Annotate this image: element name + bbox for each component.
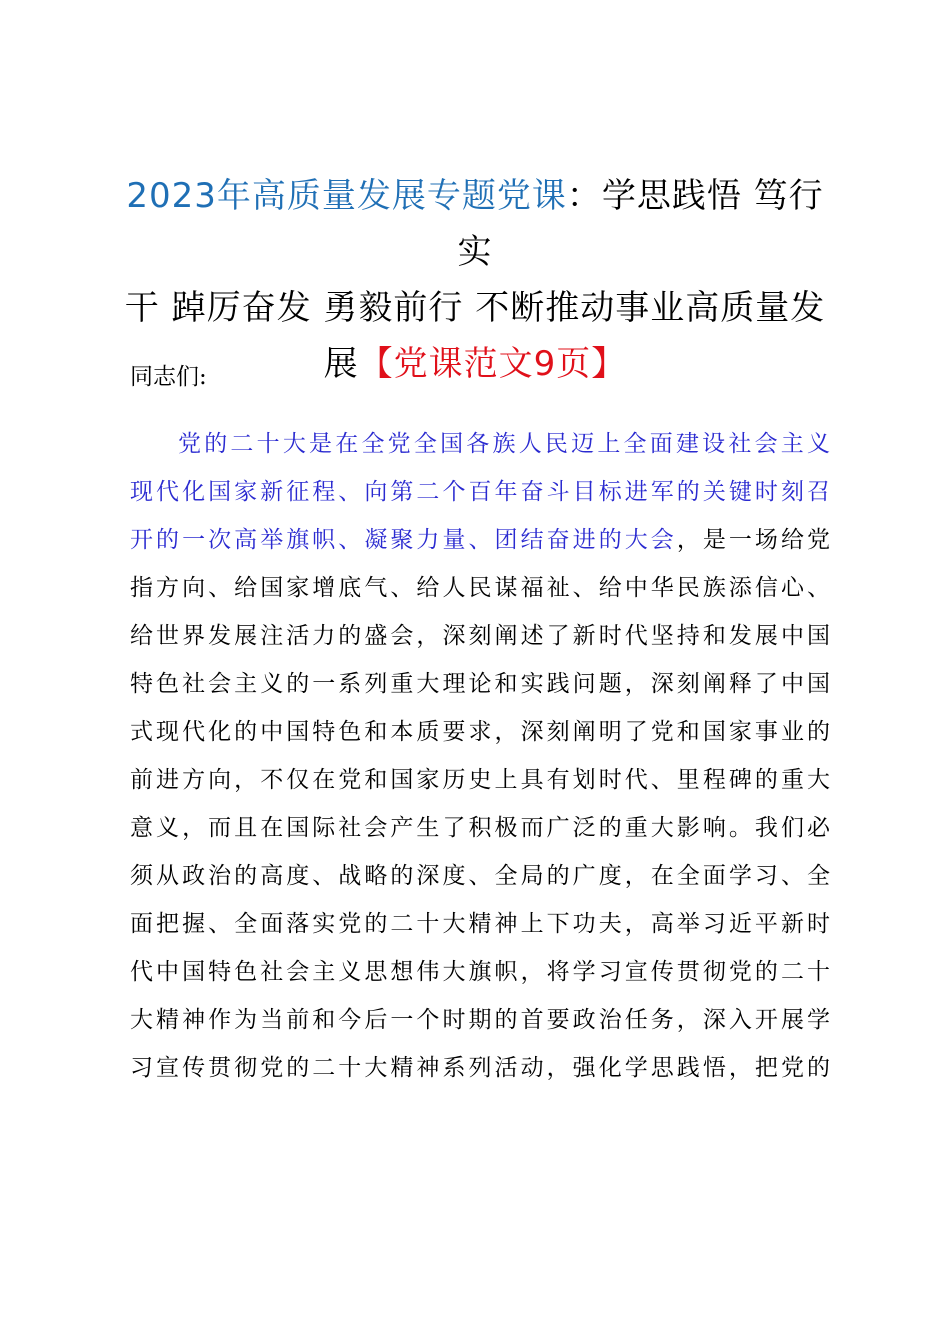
paragraph-line: 须从政治的高度、战略的深度、全局的广度，在全面学习、全 <box>130 863 830 889</box>
title-line-1 <box>120 168 830 280</box>
paragraph-line <box>130 516 830 564</box>
paragraph-line-blue-part: 开的一次高举旗帜、凝聚力量、团结奋进的大会 <box>130 527 677 553</box>
paragraph-line: 习宣传贯彻党的二十大精神系列活动，强化学思践悟，把党的 <box>130 1055 830 1081</box>
paragraph-line: 式现代化的中国特色和本质要求，深刻阐明了党和国家事业的 <box>130 719 830 745</box>
title-line-3-black: 展 <box>323 344 359 384</box>
paragraph-line: 大精神作为当前和今后一个时期的首要政治任务，深入开展学 <box>130 1007 830 1033</box>
paragraph-line: 特色社会主义的一系列重大理论和实践问题，深刻阐释了中国 <box>130 671 830 697</box>
title-black-part: ：学思践悟 笃行实 <box>457 176 824 272</box>
title-line-2: 干 踔厉奋发 勇毅前行 不断推动事业高质量发 <box>124 288 826 328</box>
title-blue-part: 2023年高质量发展专题党课 <box>126 176 567 216</box>
document-title <box>120 168 830 392</box>
paragraph-line: 意义，而且在国际社会产生了积极而广泛的重大影响。我们必 <box>130 815 830 841</box>
paragraph-line-black-part: ，是一场给党 <box>676 527 830 553</box>
paragraph-line: 指方向、给国家增底气、给人民谋福祉、给中华民族添信心、 <box>130 575 830 601</box>
paragraph-line: 现代化国家新征程、向第二个百年奋斗目标进军的关键时刻召 <box>130 479 830 505</box>
title-line-3 <box>120 336 830 392</box>
paragraph-line: 前进方向，不仅在党和国家历史上具有划时代、里程碑的重大 <box>130 767 830 793</box>
paragraph-line: 给世界发展注活力的盛会，深刻阐述了新时代坚持和发展中国 <box>130 623 830 649</box>
salutation: 同志们: <box>130 364 207 390</box>
paragraph-line: 党的二十大是在全党全国各族人民迈上全面建设社会主义 <box>178 431 830 457</box>
paragraph-line: 代中国特色社会主义思想伟大旗帜，将学习宣传贯彻党的二十 <box>130 959 830 985</box>
paragraph-line: 面把握、全面落实党的二十大精神上下功夫，高举习近平新时 <box>130 911 830 937</box>
title-red-tag: 【党课范文9页】 <box>358 344 627 384</box>
body-paragraph <box>130 420 830 1092</box>
